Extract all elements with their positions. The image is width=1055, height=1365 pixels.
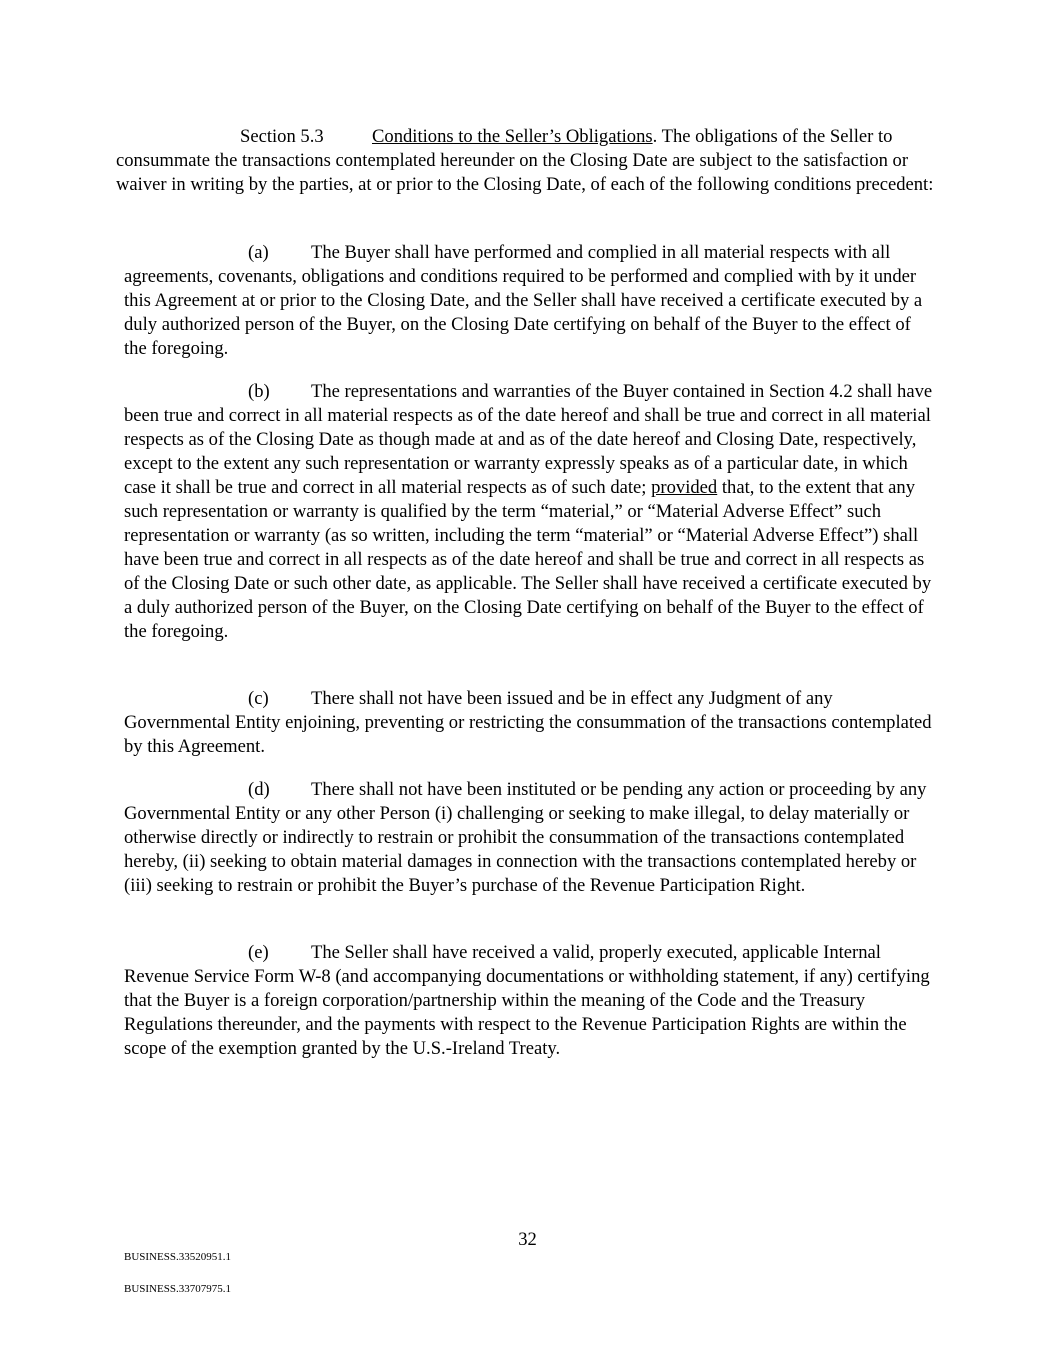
condition-label: (b) (248, 381, 270, 402)
condition-label: (c) (248, 688, 269, 709)
condition-a-paragraph (124, 241, 936, 361)
section-5-3-paragraph (116, 125, 936, 197)
condition-label: (e) (248, 942, 269, 963)
condition-d-paragraph (124, 778, 936, 898)
condition-text: There shall not have been instituted or be pending any action or proceeding by any Governmental Entity or any other Person (i) challenging or seeking to make illegal, to delay materially or otherwise directly or indirectly to restrain or prohibit the consummation of the transactions contemplated hereby, (ii) seeking to obtain material damages in connection with the transactions contemplated hereby or (iii) seeking to restrain or prohibit the Buyer’s purchase of the Revenue Participation Right. (124, 779, 927, 896)
condition-c-paragraph (124, 687, 936, 759)
condition-text: The Buyer shall have performed and complied in all material respects with all agreements, covenants, obligations and conditions required to be performed and complied with by it under this Agreement at or prior to the Closing Date, and the Seller shall have received a certificate executed by a duly authorized person of the Buyer, on the Closing Date certifying on behalf of the Buyer to the effect of the foregoing. (124, 242, 923, 359)
condition-text-after: that, to the extent that any such representation or warranty is qualified by the term “material,” or “Material Adverse Effect” such representation or warranty (as so written, including the term “material” or “Material Adverse Effect”) shall have been true and correct in all respects as of the date hereof and shall be true and correct in all respects as of the Closing Date or such other date, as applicable. The Seller shall have received a certificate executed by a duly authorized person of the Buyer, on the Closing Date certifying on behalf of the Buyer to the effect of the foregoing. (124, 477, 932, 642)
condition-text-before: The representations and warranties of the Buyer contained in Section 4.2 shall have been true and correct in all material respects as of the date hereof and shall be true and correct in all material respects as of the Closing Date as though made at and as of the date hereof and Closing Date, respectively, except to the extent any such representation or warranty expressly speaks as of a particular date, in which case it shall be true and correct in all material respects as of such date; (124, 381, 933, 498)
section-title: Conditions to the Seller’s Obligations (372, 126, 653, 147)
condition-text: There shall not have been issued and be in effect any Judgment of any Governmental Entity enjoining, preventing or restricting the consummation of the transactions contemplated by this Agreement. (124, 688, 932, 757)
condition-text: The Seller shall have received a valid, properly executed, applicable Internal Revenue Service Form W-8 (and accompanying documentations or withholding statement, if any) certifying that the Buyer is a foreign corporation/partnership within the meaning of the Code and the Treasury Regulations thereunder, and the payments with respect to the Revenue Participation Rights are within the scope of the exemption granted by the U.S.-Ireland Treaty. (124, 942, 930, 1059)
provided-term: provided (651, 477, 718, 498)
document-id-1: BUSINESS.33520951.1 (124, 1251, 231, 1263)
section-text: . The obligations of the Seller to consummate the transactions contemplated hereunder on the Closing Date are subject to the satisfaction or waiver in writing by the parties, at or prior to the Closing Date, of each of the following conditions precedent: (116, 126, 934, 195)
condition-e-paragraph (124, 941, 936, 1061)
page-number: 32 (518, 1229, 537, 1250)
document-id-2: BUSINESS.33707975.1 (124, 1283, 231, 1295)
condition-label: (d) (248, 779, 270, 800)
condition-b-paragraph (124, 380, 936, 644)
section-number: Section 5.3 (240, 126, 324, 147)
condition-label: (a) (248, 242, 269, 263)
